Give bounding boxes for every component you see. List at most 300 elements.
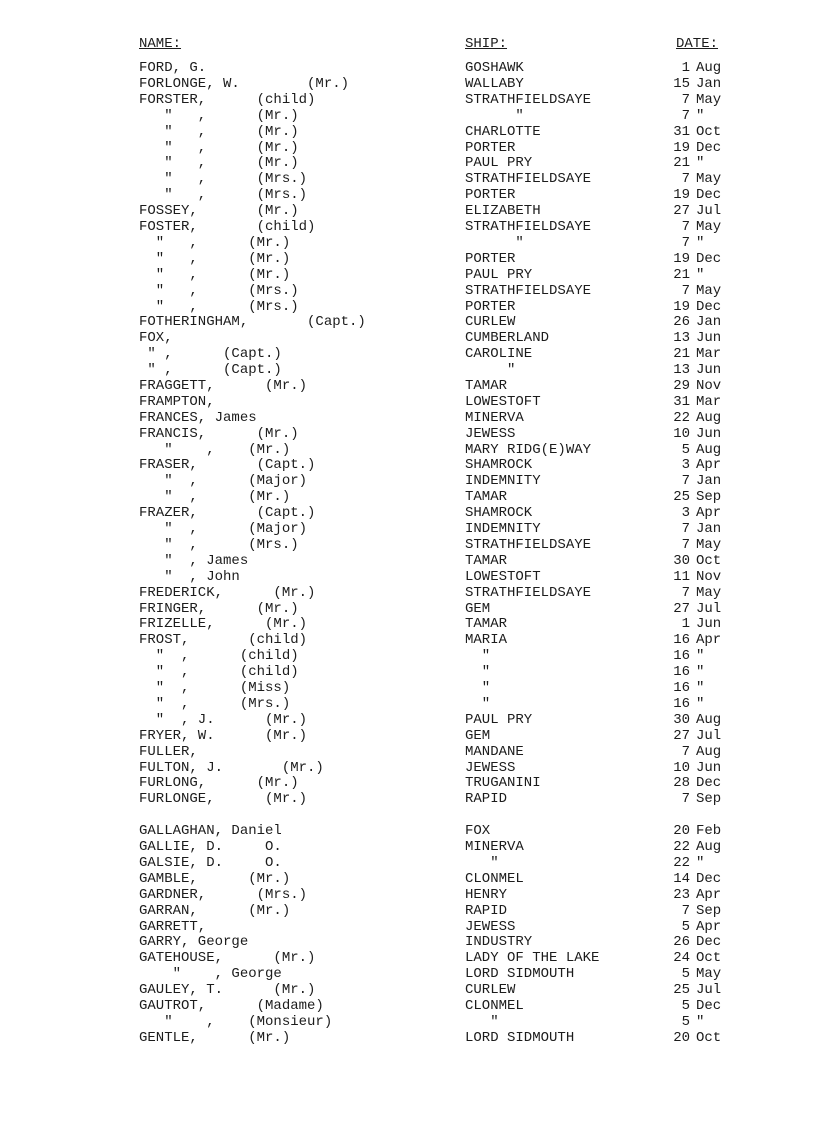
date-month: Dec [696, 299, 722, 315]
arrival-date [660, 473, 736, 489]
passenger-name: FROST, (child) [139, 632, 308, 648]
date-month: " [696, 1014, 705, 1030]
arrival-date [660, 680, 736, 696]
date-day: 7 [681, 537, 690, 553]
ship-name: CURLEW [465, 982, 516, 998]
ship-name: GEM [465, 601, 491, 617]
date-month: " [696, 664, 705, 680]
arrival-date [660, 601, 736, 617]
date-month: May [696, 219, 722, 235]
arrival-date [660, 410, 736, 426]
ship-name: WALLABY [465, 76, 524, 92]
date-day: 21 [673, 267, 690, 283]
passenger-name: " , (Capt.) [139, 346, 282, 362]
passenger-name: " , (Mr.) [139, 442, 291, 458]
date-day: 1 [681, 60, 690, 76]
arrival-date [660, 887, 736, 903]
arrival-date [660, 251, 736, 267]
ship-name: TAMAR [465, 489, 508, 505]
ship-name: SHAMROCK [465, 505, 533, 521]
arrival-date [660, 60, 736, 76]
date-month: " [696, 855, 705, 871]
passenger-name: FRANCES, James [139, 410, 257, 426]
date-day: 7 [681, 92, 690, 108]
ship-name: MARY RIDG(E)WAY [465, 442, 592, 458]
arrival-date [660, 1030, 736, 1046]
arrival-date [660, 267, 736, 283]
column-headers [0, 36, 719, 52]
date-month: Aug [696, 712, 722, 728]
arrival-date [660, 775, 736, 791]
date-day: 7 [681, 744, 690, 760]
ship-name: LOWESTOFT [465, 569, 541, 585]
arrival-date [660, 108, 736, 124]
date-day: 5 [681, 998, 690, 1014]
arrival-date [660, 903, 736, 919]
ship-name: CLONMEL [465, 998, 524, 1014]
ship-name: SHAMROCK [465, 457, 533, 473]
arrival-date [660, 124, 736, 140]
passenger-name: FORD, G. [139, 60, 207, 76]
arrival-date [660, 521, 736, 537]
date-month: Sep [696, 791, 722, 807]
arrival-date [660, 155, 736, 171]
passenger-name: " , (Monsieur) [139, 1014, 333, 1030]
arrival-date [660, 92, 736, 108]
date-day: 22 [673, 839, 690, 855]
date-month: Mar [696, 394, 722, 410]
passenger-name: FOSTER, (child) [139, 219, 316, 235]
date-day: 26 [673, 314, 690, 330]
arrival-date [660, 330, 736, 346]
arrival-date [660, 664, 736, 680]
date-day: 31 [673, 394, 690, 410]
date-day: 25 [673, 489, 690, 505]
passenger-name: FOTHERINGHAM, (Capt.) [139, 314, 366, 330]
passenger-name: FURLONG, (Mr.) [139, 775, 299, 791]
passenger-name: " , George [139, 966, 282, 982]
date-month: Apr [696, 457, 722, 473]
date-day: 20 [673, 1030, 690, 1046]
date-day: 22 [673, 410, 690, 426]
date-day: 11 [673, 569, 690, 585]
passenger-name: FRINGER, (Mr.) [139, 601, 299, 617]
ship-name: TAMAR [465, 616, 508, 632]
ship-name: FOX [465, 823, 491, 839]
ship-name: TAMAR [465, 378, 508, 394]
arrival-date [660, 394, 736, 410]
ship-name: ELIZABETH [465, 203, 541, 219]
date-day: 7 [681, 585, 690, 601]
passenger-name: " , (Mr.) [139, 251, 291, 267]
passenger-name: GAUTROT, (Madame) [139, 998, 324, 1014]
ship-name: " [465, 1014, 499, 1030]
date-month: Jul [696, 982, 722, 998]
date-month: Nov [696, 378, 722, 394]
date-month: Aug [696, 60, 722, 76]
arrival-date [660, 934, 736, 950]
ship-name: LOWESTOFT [465, 394, 541, 410]
arrival-date [660, 457, 736, 473]
ship-name: JEWESS [465, 919, 516, 935]
date-day: 7 [681, 791, 690, 807]
passenger-name: " , (Mr.) [139, 108, 299, 124]
date-month: Jun [696, 330, 722, 346]
date-day: 16 [673, 664, 690, 680]
passenger-name: FRIZELLE, (Mr.) [139, 616, 308, 632]
date-day: 7 [681, 903, 690, 919]
passenger-name: FULLER, [139, 744, 198, 760]
date-month: May [696, 92, 722, 108]
passenger-name: " , (Miss) [139, 680, 291, 696]
passenger-name: " , (Mr.) [139, 155, 299, 171]
arrival-date [660, 982, 736, 998]
passenger-name: FULTON, J. (Mr.) [139, 760, 324, 776]
arrival-date [660, 76, 736, 92]
arrival-date [660, 616, 736, 632]
date-day: 7 [681, 521, 690, 537]
date-month: Oct [696, 124, 722, 140]
ship-name: INDEMNITY [465, 521, 541, 537]
date-month: May [696, 537, 722, 553]
passenger-name: " , (Mr.) [139, 235, 291, 251]
ship-name: INDEMNITY [465, 473, 541, 489]
arrival-date [660, 442, 736, 458]
ship-name: " [465, 664, 491, 680]
date-day: 13 [673, 330, 690, 346]
ship-name: STRATHFIELDSAYE [465, 585, 592, 601]
date-day: 5 [681, 966, 690, 982]
ship-name: " [465, 362, 516, 378]
passenger-name: GARRETT, [139, 919, 207, 935]
passenger-name: FORSTER, (child) [139, 92, 316, 108]
date-month: Dec [696, 251, 722, 267]
date-day: 19 [673, 140, 690, 156]
date-month: " [696, 680, 705, 696]
date-month: Apr [696, 632, 722, 648]
date-day: 7 [681, 219, 690, 235]
ship-name: " [465, 696, 491, 712]
ship-name: CLONMEL [465, 871, 524, 887]
date-header: DATE: [676, 36, 719, 52]
date-month: Jul [696, 203, 722, 219]
date-day: 27 [673, 203, 690, 219]
date-day: 31 [673, 124, 690, 140]
date-month: " [696, 267, 705, 283]
ship-name: PAUL PRY [465, 712, 533, 728]
passenger-name: " , (Mr.) [139, 267, 291, 283]
arrival-date [660, 696, 736, 712]
ship-name: RAPID [465, 791, 508, 807]
date-month: Aug [696, 442, 722, 458]
date-day: 5 [681, 1014, 690, 1030]
ship-name: STRATHFIELDSAYE [465, 219, 592, 235]
date-day: 3 [681, 457, 690, 473]
arrival-date [660, 871, 736, 887]
date-month: Oct [696, 553, 722, 569]
date-month: Oct [696, 950, 722, 966]
ship-name: STRATHFIELDSAYE [465, 171, 592, 187]
date-day: 28 [673, 775, 690, 791]
arrival-date [660, 426, 736, 442]
arrival-date [660, 140, 736, 156]
passenger-name: " , (child) [139, 648, 299, 664]
date-day: 16 [673, 680, 690, 696]
date-day: 22 [673, 855, 690, 871]
arrival-date [660, 553, 736, 569]
arrival-date [660, 585, 736, 601]
date-month: " [696, 696, 705, 712]
passenger-name: " , (Mrs.) [139, 696, 291, 712]
date-day: 15 [673, 76, 690, 92]
ship-name: TAMAR [465, 553, 508, 569]
arrival-date [660, 489, 736, 505]
ship-name: PORTER [465, 251, 516, 267]
date-month: Jan [696, 473, 722, 489]
date-month: Jul [696, 601, 722, 617]
ship-name: JEWESS [465, 760, 516, 776]
passenger-name: GALSIE, D. O. [139, 855, 282, 871]
ship-name: RAPID [465, 903, 508, 919]
date-month: May [696, 585, 722, 601]
ship-header: SHIP: [465, 36, 508, 52]
date-month: Dec [696, 934, 722, 950]
arrival-date [660, 823, 736, 839]
ship-name: INDUSTRY [465, 934, 533, 950]
date-day: 16 [673, 648, 690, 664]
ship-name: CURLEW [465, 314, 516, 330]
name-header: NAME: [139, 36, 182, 52]
date-day: 30 [673, 712, 690, 728]
arrival-date [660, 314, 736, 330]
date-day: 7 [681, 171, 690, 187]
arrival-date [660, 283, 736, 299]
ship-name: " [465, 855, 499, 871]
date-month: Jul [696, 728, 722, 744]
date-month: Mar [696, 346, 722, 362]
arrival-date [660, 839, 736, 855]
date-day: 3 [681, 505, 690, 521]
date-day: 10 [673, 426, 690, 442]
date-day: 7 [681, 108, 690, 124]
date-month: Feb [696, 823, 722, 839]
ship-name: " [465, 235, 524, 251]
ship-name: STRATHFIELDSAYE [465, 283, 592, 299]
date-day: 16 [673, 632, 690, 648]
arrival-date [660, 1014, 736, 1030]
date-month: Sep [696, 489, 722, 505]
date-day: 16 [673, 696, 690, 712]
passenger-name: " , (Mrs.) [139, 187, 308, 203]
date-day: 13 [673, 362, 690, 378]
ship-name: " [465, 648, 491, 664]
date-month: Jun [696, 426, 722, 442]
passenger-name: " , (Major) [139, 473, 308, 489]
ship-name: JEWESS [465, 426, 516, 442]
date-month: " [696, 235, 705, 251]
date-day: 10 [673, 760, 690, 776]
ship-name: PAUL PRY [465, 155, 533, 171]
passenger-name: " , (Mr.) [139, 140, 299, 156]
passenger-name: GALLAGHAN, Daniel [139, 823, 282, 839]
arrival-date [660, 919, 736, 935]
date-day: 29 [673, 378, 690, 394]
ship-name: TRUGANINI [465, 775, 541, 791]
passenger-name: " , John [139, 569, 240, 585]
date-month: Aug [696, 410, 722, 426]
date-month: Dec [696, 871, 722, 887]
date-day: 30 [673, 553, 690, 569]
ship-name: " [465, 680, 491, 696]
arrival-date [660, 744, 736, 760]
passenger-name: " , (Mrs.) [139, 537, 299, 553]
date-month: " [696, 108, 705, 124]
date-month: May [696, 283, 722, 299]
ship-name: MANDANE [465, 744, 524, 760]
date-day: 25 [673, 982, 690, 998]
date-day: 7 [681, 235, 690, 251]
ship-name: " [465, 108, 524, 124]
arrival-date [660, 966, 736, 982]
date-day: 21 [673, 155, 690, 171]
date-day: 27 [673, 601, 690, 617]
ship-name: LADY OF THE LAKE [465, 950, 600, 966]
passenger-name: FOSSEY, (Mr.) [139, 203, 299, 219]
passenger-name: GALLIE, D. O. [139, 839, 282, 855]
ship-name: LORD SIDMOUTH [465, 1030, 575, 1046]
date-month: Jan [696, 521, 722, 537]
arrival-date [660, 648, 736, 664]
arrival-date [660, 346, 736, 362]
arrival-date [660, 728, 736, 744]
date-month: Jan [696, 314, 722, 330]
ship-name: PORTER [465, 299, 516, 315]
date-month: Aug [696, 839, 722, 855]
ship-name: STRATHFIELDSAYE [465, 537, 592, 553]
date-month: Jan [696, 76, 722, 92]
passenger-name: FRAZER, (Capt.) [139, 505, 316, 521]
date-day: 21 [673, 346, 690, 362]
arrival-date [660, 537, 736, 553]
date-month: Nov [696, 569, 722, 585]
date-month: Oct [696, 1030, 722, 1046]
arrival-date [660, 171, 736, 187]
date-month: Apr [696, 505, 722, 521]
passenger-name: GARRAN, (Mr.) [139, 903, 291, 919]
passenger-name: FRAGGETT, (Mr.) [139, 378, 308, 394]
passenger-name: " , (Capt.) [139, 362, 282, 378]
ship-name: MARIA [465, 632, 508, 648]
arrival-date [660, 569, 736, 585]
date-month: Sep [696, 903, 722, 919]
date-month: " [696, 155, 705, 171]
arrival-date [660, 378, 736, 394]
date-month: Jun [696, 616, 722, 632]
passenger-name: FOX, [139, 330, 173, 346]
passenger-name: GAMBLE, (Mr.) [139, 871, 291, 887]
arrival-date [660, 505, 736, 521]
arrival-date [660, 187, 736, 203]
passenger-name: " , (child) [139, 664, 299, 680]
passenger-name: FRYER, W. (Mr.) [139, 728, 308, 744]
ship-name: CAROLINE [465, 346, 533, 362]
date-month: Apr [696, 887, 722, 903]
passenger-name: FRASER, (Capt.) [139, 457, 316, 473]
arrival-date [660, 299, 736, 315]
date-month: Aug [696, 744, 722, 760]
passenger-name: " , (Mrs.) [139, 283, 299, 299]
date-month: May [696, 171, 722, 187]
date-day: 7 [681, 283, 690, 299]
date-day: 27 [673, 728, 690, 744]
passenger-name: GARDNER, (Mrs.) [139, 887, 308, 903]
date-month: Dec [696, 998, 722, 1014]
ship-name: CHARLOTTE [465, 124, 541, 140]
passenger-name: " , James [139, 553, 249, 569]
ship-name: HENRY [465, 887, 508, 903]
passenger-name: GAULEY, T. (Mr.) [139, 982, 316, 998]
date-month: Dec [696, 775, 722, 791]
date-day: 24 [673, 950, 690, 966]
arrival-date [660, 203, 736, 219]
ship-name: PORTER [465, 187, 516, 203]
ship-name: GOSHAWK [465, 60, 524, 76]
arrival-date [660, 760, 736, 776]
date-day: 19 [673, 299, 690, 315]
date-day: 26 [673, 934, 690, 950]
arrival-date [660, 791, 736, 807]
passenger-name: FURLONGE, (Mr.) [139, 791, 308, 807]
passenger-name: " , (Mrs.) [139, 299, 299, 315]
date-month: " [696, 648, 705, 664]
ship-name: GEM [465, 728, 491, 744]
passenger-name: GATEHOUSE, (Mr.) [139, 950, 316, 966]
passenger-name: FREDERICK, (Mr.) [139, 585, 316, 601]
passenger-name: " , (Mr.) [139, 124, 299, 140]
passenger-name: " , J. (Mr.) [139, 712, 308, 728]
arrival-date [660, 362, 736, 378]
ship-name: MINERVA [465, 410, 524, 426]
passenger-name: FRANCIS, (Mr.) [139, 426, 299, 442]
passenger-name: " , (Mrs.) [139, 171, 308, 187]
passenger-name: GENTLE, (Mr.) [139, 1030, 291, 1046]
date-day: 23 [673, 887, 690, 903]
date-day: 5 [681, 919, 690, 935]
date-day: 7 [681, 473, 690, 489]
date-day: 5 [681, 442, 690, 458]
date-month: May [696, 966, 722, 982]
passenger-name: GARRY, George [139, 934, 249, 950]
date-day: 19 [673, 251, 690, 267]
ship-name: LORD SIDMOUTH [465, 966, 575, 982]
date-day: 1 [681, 616, 690, 632]
ship-name: STRATHFIELDSAYE [465, 92, 592, 108]
passenger-name: FORLONGE, W. (Mr.) [139, 76, 350, 92]
ship-name: PORTER [465, 140, 516, 156]
date-month: Jun [696, 362, 722, 378]
ship-name: PAUL PRY [465, 267, 533, 283]
passenger-name: " , (Major) [139, 521, 308, 537]
date-day: 14 [673, 871, 690, 887]
date-day: 20 [673, 823, 690, 839]
date-month: Dec [696, 187, 722, 203]
arrival-date [660, 219, 736, 235]
date-day: 19 [673, 187, 690, 203]
arrival-date [660, 712, 736, 728]
date-month: Apr [696, 919, 722, 935]
date-month: Dec [696, 140, 722, 156]
ship-name: CUMBERLAND [465, 330, 550, 346]
